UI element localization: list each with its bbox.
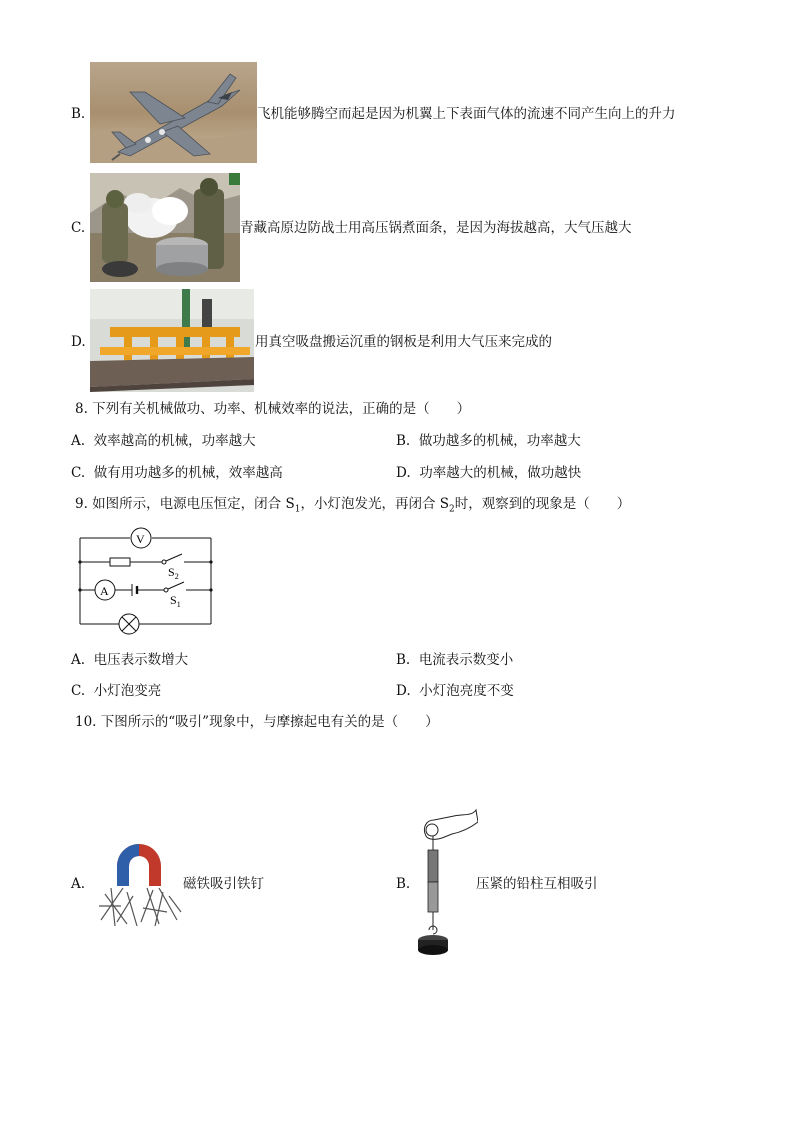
option-text: 效率越高的机械，功率越大	[93, 433, 256, 449]
q8-stem: 8. 下列有关机械做功、功率、机械效率的说法，正确的是（ ）	[75, 401, 471, 417]
lead-cylinders-weight-image	[412, 806, 478, 958]
option-text: 功率越大的机械，做功越快	[419, 465, 582, 481]
option-text: 电压表示数增大	[93, 652, 189, 668]
q9-stem-part3: 时，观察到的现象是（ ）	[454, 496, 631, 512]
q9-option-d	[396, 682, 514, 700]
option-label: D.	[396, 683, 411, 699]
q7-option-b-label: B.	[71, 106, 86, 122]
option-label: B.	[396, 433, 411, 449]
q10-option-a-text: 磁铁吸引铁钉	[183, 876, 264, 892]
q9-option-a	[71, 651, 188, 669]
q8-option-a	[71, 432, 256, 450]
switch1-label: $S_1$	[170, 593, 181, 609]
horseshoe-magnet-nails-image	[97, 836, 183, 928]
option-text: 电流表示数变小	[418, 652, 514, 668]
q9-sub1: 1	[294, 504, 301, 515]
switch2-label: $S_2$	[168, 565, 179, 581]
q7-option-c-label: C.	[71, 220, 86, 236]
option-text: 做有用功越多的机械，效率越高	[93, 465, 283, 481]
q8-option-c	[71, 464, 283, 482]
q8-option-b	[396, 432, 581, 450]
option-label: C.	[71, 465, 86, 481]
option-text: 做功越多的机械，功率越大	[418, 433, 581, 449]
q7-option-d-label: D.	[71, 334, 86, 350]
option-label: A.	[71, 652, 86, 668]
circuit-diagram	[70, 524, 220, 636]
fighter-jet-photo	[90, 62, 257, 163]
q9-sub2: 2	[449, 504, 455, 515]
voltmeter-label: V	[136, 532, 145, 546]
pressure-cooker-soldiers-photo	[90, 173, 240, 282]
q9-option-b	[396, 651, 513, 669]
q10-option-a-label: A.	[71, 876, 86, 892]
option-text: 小灯泡变亮	[93, 683, 162, 699]
option-label: A.	[71, 433, 86, 449]
q8-option-d	[396, 464, 581, 482]
q9-option-c	[71, 682, 161, 700]
option-label: D.	[396, 465, 411, 481]
option-label: C.	[71, 683, 86, 699]
q7-option-b-text: 飞机能够腾空而起是因为机翼上下表面气体的流速不同产生向上的升力	[257, 106, 676, 122]
q7-option-d-text: 用真空吸盘搬运沉重的钢板是利用大气压来完成的	[255, 334, 552, 350]
option-text: 小灯泡亮度不变	[419, 683, 514, 699]
vacuum-lifter-photo	[90, 289, 254, 392]
q10-option-b-label: B.	[396, 876, 411, 892]
q9-stem	[75, 495, 630, 519]
option-label: B.	[396, 652, 411, 668]
q9-stem-part2: ，小灯泡发光，再闭合 S	[300, 496, 449, 512]
q10-stem: 10. 下图所示的“吸引”现象中，与摩擦起电有关的是（ ）	[75, 714, 439, 730]
q10-option-b-text: 压紧的铅柱互相吸引	[476, 876, 598, 892]
q7-option-c-text: 青藏高原边防战士用高压锅煮面条，是因为海拔越高，大气压越大	[240, 220, 632, 236]
ammeter-label: A	[100, 584, 109, 598]
q9-stem-part1: 9. 如图所示，电源电压恒定，闭合 S	[75, 496, 295, 512]
